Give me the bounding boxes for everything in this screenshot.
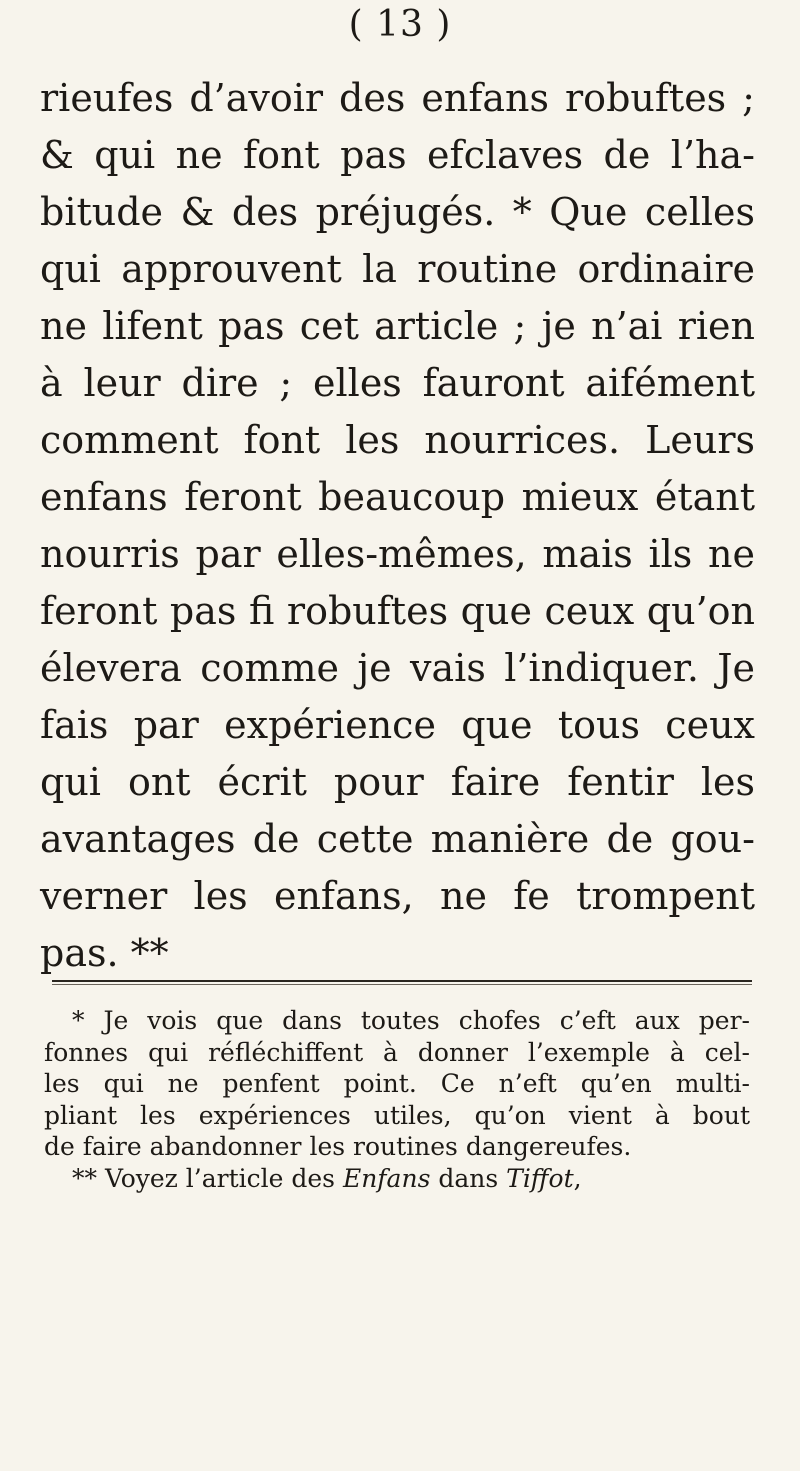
text-line: nourris par elles-mêmes, mais ils ne [40,532,755,576]
text-line: enfans feront beaucoup mieux étant [40,475,755,519]
page-number: ( 13 ) [348,4,452,45]
footnotes-block [44,1005,750,1194]
footnote-ref-middle: dans [430,1163,507,1193]
text-line: & qui ne font pas efclaves de l’ha- [40,133,755,177]
text-line: comment font les nourrices. Leurs [40,418,755,462]
footnote-line: pliant les expériences utiles, qu’on vient à bout [44,1100,750,1130]
text-line: à leur dire ; elles fauront aifément [40,361,755,405]
footnote-line: de faire abandonner les routines dangereufes. [44,1132,632,1161]
text-line: rieufes d’avoir des enfans robuftes ; [40,76,755,120]
text-line: bitude & des préjugés. * Que celles [40,190,755,234]
text-line: qui approuvent la routine ordinaire [40,247,755,291]
text-line: ne lifent pas cet article ; je n’ai rien [40,304,755,348]
footnote-reference-line [44,1163,750,1195]
text-line: avantages de cette manière de gou- [40,817,755,861]
text-line: élevera comme je vais l’indiquer. Je [40,646,755,690]
footnote-ref-suffix: , [573,1163,582,1193]
footnote-line: * Je vois que dans toutes chofes c’eft aux per- [72,1006,750,1035]
footnote-separator-rule [52,980,752,985]
footnote-ref-author-tissot: Tiffot [506,1163,574,1193]
text-line: verner les enfans, ne fe trompent [40,874,755,918]
text-line: pas. ** [40,931,169,975]
footnote-line: fonnes qui réfléchiffent à donner l’exemple à cel- [44,1037,750,1067]
text-line: fais par expérience que tous ceux [40,703,755,747]
text-line: qui ont écrit pour faire fentir les [40,760,755,804]
main-text-block [40,70,755,982]
footnote-ref-title-enfans: Enfans [342,1163,431,1193]
footnote-line: les qui ne penfent point. Ce n’eft qu’en multi- [44,1069,750,1098]
footnote-ref-prefix: ** Voyez l’article des [72,1163,343,1193]
text-line: feront pas fi robuftes que ceux qu’on [40,589,755,633]
